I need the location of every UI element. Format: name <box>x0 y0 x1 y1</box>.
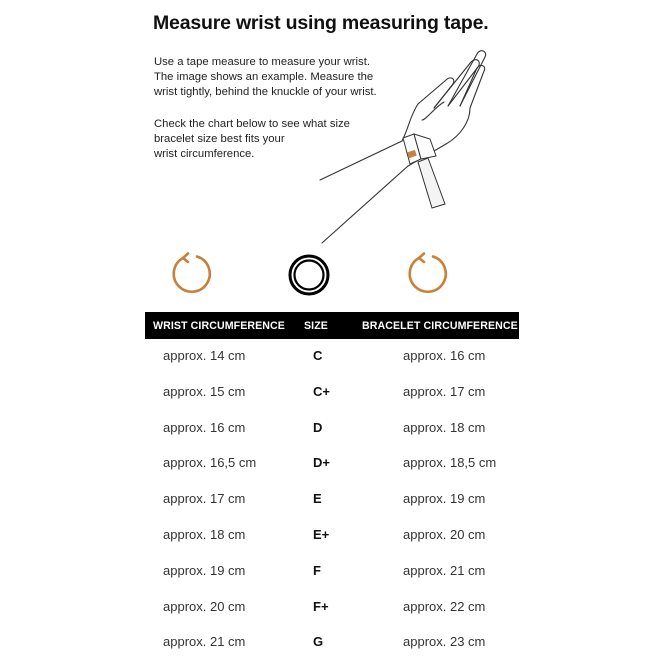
wrist-circumference-cell: approx. 17 cm <box>163 491 246 507</box>
table-row <box>0 518 665 554</box>
bracelet-circumference-cell: approx. 20 cm <box>403 526 486 542</box>
circular-arrow-icon <box>406 252 450 296</box>
size-cell: D+ <box>313 455 330 471</box>
instruction-line: Check the chart below to see what size <box>154 118 350 130</box>
instruction-line: wrist tightly, behind the knuckle of your wrist. <box>154 86 377 98</box>
bracelet-circumference-cell: approx. 17 cm <box>403 383 486 399</box>
wrist-circumference-cell: approx. 14 cm <box>163 348 246 363</box>
instruction-line: bracelet size best fits your <box>154 133 285 145</box>
bracelet-circumference-cell: approx. 18 cm <box>403 419 486 435</box>
table-row <box>0 482 665 518</box>
circular-arrow-icon <box>170 252 214 296</box>
bracelet-ring-icon <box>287 253 331 297</box>
hand-with-measuring-tape-illustration <box>310 38 510 253</box>
size-cell: C+ <box>313 383 330 399</box>
page-title: Measure wrist using measuring tape. <box>153 12 489 34</box>
instruction-line: wrist circumference. <box>154 148 255 160</box>
table-row <box>0 554 665 590</box>
table-row <box>0 375 665 411</box>
size-cell: F+ <box>313 598 329 614</box>
size-cell: D <box>313 419 323 435</box>
size-cell: G <box>313 634 324 650</box>
table-row <box>0 625 665 661</box>
bracelet-circumference-cell: approx. 18,5 cm <box>403 455 497 471</box>
table-row <box>0 446 665 482</box>
bracelet-circumference-cell: approx. 21 cm <box>403 562 486 578</box>
size-cell: E+ <box>313 526 330 542</box>
bracelet-circumference-cell: approx. 22 cm <box>403 598 486 614</box>
wrist-circumference-cell: approx. 19 cm <box>163 562 246 578</box>
instruction-line: Use a tape measure to measure your wrist. <box>154 56 370 68</box>
bracelet-circumference-cell: approx. 23 cm <box>403 634 486 650</box>
size-cell: E <box>313 491 322 507</box>
table-row <box>0 411 665 447</box>
wrist-circumference-cell: approx. 15 cm <box>163 383 246 399</box>
wrist-circumference-cell: approx. 16 cm <box>163 419 246 435</box>
wrist-circumference-cell: approx. 20 cm <box>163 598 246 614</box>
header-wrist-circumference: WRIST CIRCUMFERENCE <box>153 320 285 332</box>
bracelet-circumference-cell: approx. 16 cm <box>403 348 486 363</box>
header-size: SIZE <box>304 320 328 332</box>
table-row <box>0 339 665 375</box>
header-bracelet-circumference: BRACELET CIRCUMFERENCE <box>362 320 518 332</box>
table-row <box>0 590 665 626</box>
size-table-body <box>0 339 665 661</box>
size-cell: C <box>313 348 323 363</box>
wrist-circumference-cell: approx. 18 cm <box>163 526 246 542</box>
wrist-circumference-cell: approx. 16,5 cm <box>163 455 257 471</box>
instruction-line: The image shows an example. Measure the <box>154 71 374 83</box>
size-table-header <box>145 312 519 339</box>
size-cell: F <box>313 562 321 578</box>
wrist-circumference-cell: approx. 21 cm <box>163 634 246 650</box>
bracelet-circumference-cell: approx. 19 cm <box>403 491 486 507</box>
